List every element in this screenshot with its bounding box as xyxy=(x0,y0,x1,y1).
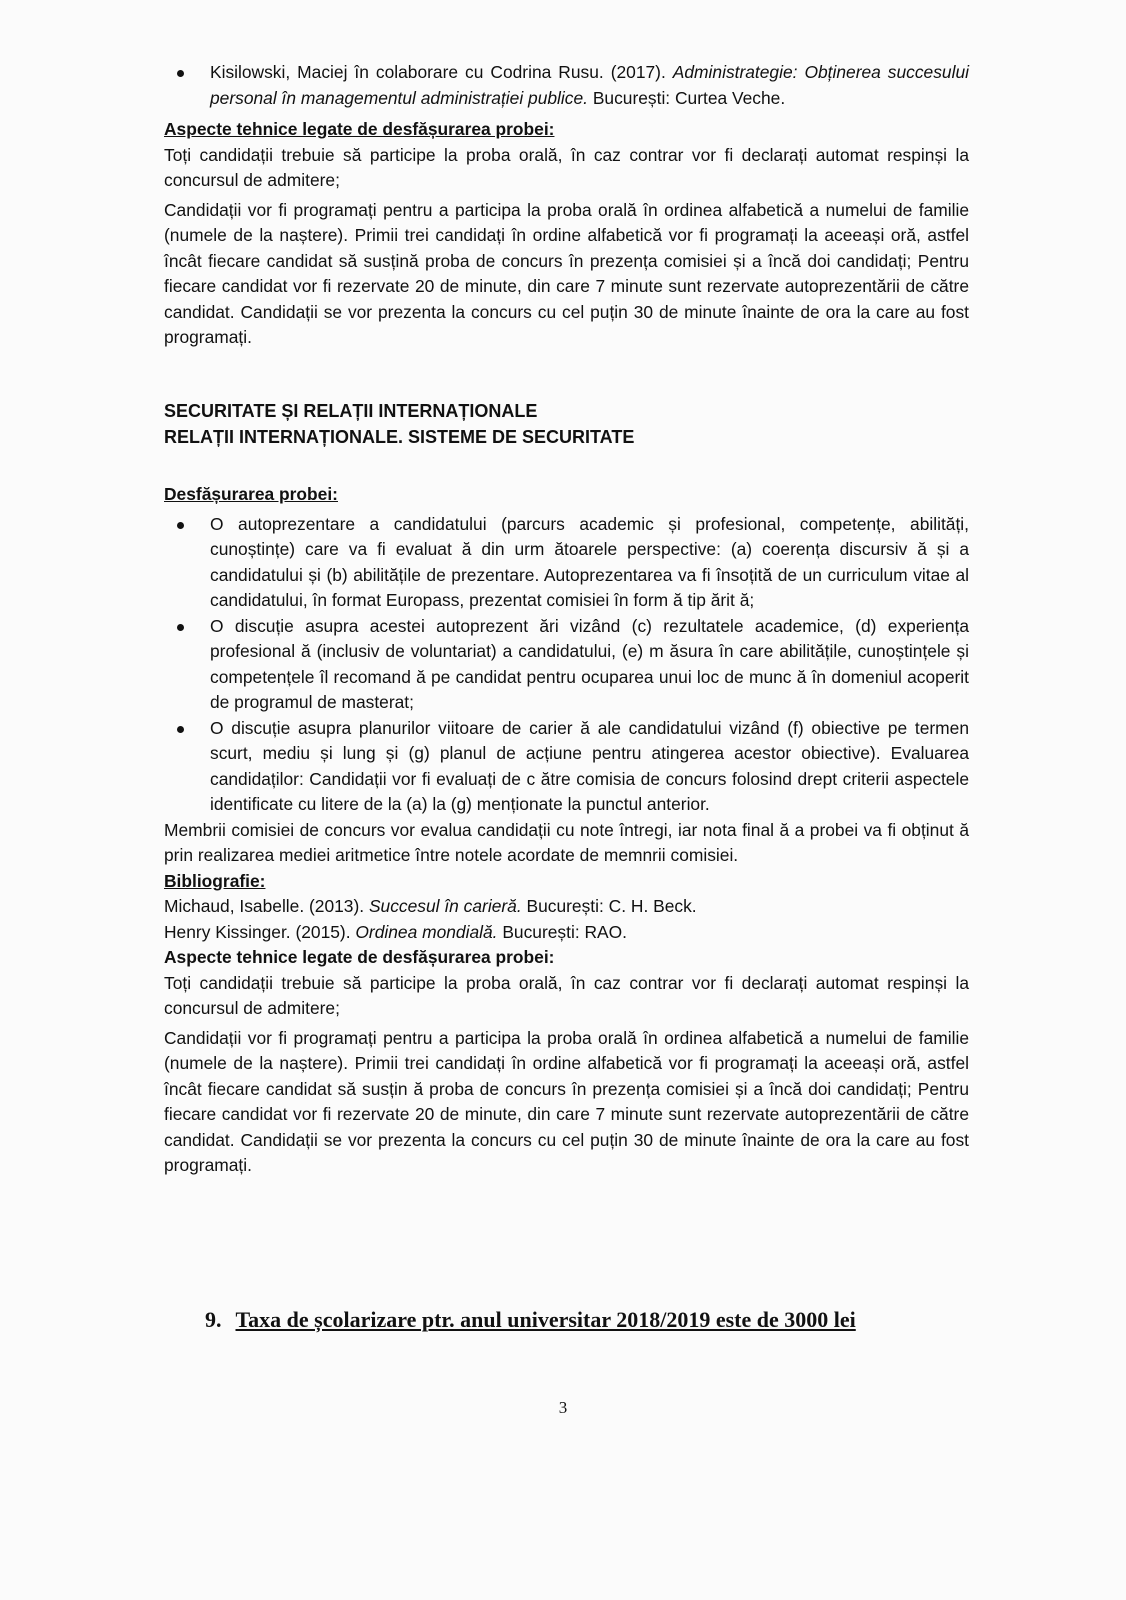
bibliography-item: Henry Kissinger. (2015). Ordinea mondială. București: RAO. xyxy=(164,921,628,942)
item-number: 9. xyxy=(205,1307,222,1332)
tuition-fee-text: Taxa de școlarizare ptr. anul universitar 2018/2019 este de 3000 lei xyxy=(235,1307,856,1332)
page-number: 3 xyxy=(558,1398,568,1417)
bib-publisher: București: Curtea Veche. xyxy=(587,87,786,108)
section-title: SECURITATE ȘI RELAȚII INTERNAȚIONALE xyxy=(164,401,538,421)
technical-paragraph-2: Candidații vor fi programați pentru a participa la proba orală în ordinea alfabetică a numelui de familie (numele de la naștere). Primii trei candidați în ordine alfabetică vor fi programați la aceeași oră, astfel încât fiecare candidat să susțină proba de concurs în prezența comisiei și a încă doi candidați; Pentru fiecare candidat vor fi rezervate 20 de minute, din care 7 minute sunt rezervate autoprezentării de către candidat. Candidații se vor prezenta la concurs cu cel puțin 30 de minute înainte de ora la care au fost programați. xyxy=(164,199,969,347)
bibliography-item: Michaud, Isabelle. (2013). Succesul în carieră. București: C. H. Beck. xyxy=(164,896,697,916)
section-titles xyxy=(164,398,969,450)
bullet-icon xyxy=(177,624,184,631)
procedure-list xyxy=(164,512,969,818)
section-subtitle: RELAȚII INTERNAȚIONALE. SISTEME DE SECURITATE xyxy=(164,427,635,447)
list-item: O autoprezentare a candidatului (parcurs academic și profesional, competențe, abilități, cunoștințe) care va fi evaluat ă din urm ătoarele perspective: (a) coerența discursiv ă și a candidatului și (b) abilitățile de prezentare. Autoprezentarea va fi însoțită de un curriculum vitae al candidatului, în format Europass, prezentat comisiei în form ă tip ărit ă; xyxy=(164,512,969,614)
technical-paragraph-1: Toți candidații trebuie să participe la proba orală, în caz contrar vor fi declarați automat respinși la concursul de admitere; xyxy=(164,144,969,190)
bib-title: Administrategie: Obținerea succesului personal în managementul administrației publice. xyxy=(210,62,969,108)
bullet-icon xyxy=(177,726,184,733)
top-bibliography xyxy=(164,60,969,111)
technical-heading-2: Aspecte tehnice legate de desfășurarea probei: xyxy=(164,947,555,967)
technical-paragraph-4: Candidații vor fi programați pentru a participa la proba orală în ordinea alfabetică a numelui de familie (numele de la naștere). Primii trei candidați în ordine alfabetică vor fi programați la aceeași oră, astfel încât fiecare candidat să susțin ă proba de concurs în prezența comisiei și a încă doi candidați; Pentru fiecare candidat vor fi rezervate 20 de minute, din care 7 minute sunt rezervate autoprezentării de către candidat. Candidații se vor prezenta la concurs cu cel puțin 30 de minute înainte de ora la care au fost programați. xyxy=(164,1027,969,1175)
bibliography-heading: Bibliografie: xyxy=(164,870,266,891)
list-item: O discuție asupra acestei autoprezent ări vizând (c) rezultatele academice, (d) experiența profesional ă (inclusiv de voluntariat) a candidatului, (e) m ăsura în care abilitățile, cunoștințele și competențele îl recomand ă pe candidat pentru ocuparea unui loc de munc ă în domeniul acoperit de programul de masterat; xyxy=(164,614,969,716)
bullet-icon xyxy=(177,522,184,529)
list-item xyxy=(164,60,969,111)
technical-heading: Aspecte tehnice legate de desfășurarea probei: xyxy=(164,119,555,139)
list-item: O discuție asupra planurilor viitoare de carier ă ale candidatului vizând (f) obiective pe termen scurt, mediu și lung și (g) planul de acțiune pentru atingerea acestor obiective). Evaluarea candidaților: Candidații vor fi evaluați de c ătre comisia de concurs folosind drept criterii aspectele identificate cu litere de la (a) la (g) menționate la punctul anterior. xyxy=(164,716,969,818)
bib-author: Kisilowski, Maciej în colaborare cu Codrina Rusu. (2017). xyxy=(210,62,673,82)
evaluation-paragraph: Membrii comisiei de concurs vor evalua candidații cu note întregi, iar nota final ă a probei va fi obținut ă prin realizarea mediei aritmetice între notele acordate de memnrii comisiei. xyxy=(164,819,969,865)
procedure xyxy=(164,482,969,1179)
bullet-icon xyxy=(177,70,184,77)
procedure-heading: Desfășurarea probei: xyxy=(164,484,338,504)
technical-paragraph-3: Toți candidații trebuie să participe la proba orală, în caz contrar vor fi declarați automat respinși la concursul de admitere; xyxy=(164,972,969,1018)
technical-aspects-1 xyxy=(164,117,969,351)
tuition-fee-line xyxy=(205,1307,965,1333)
